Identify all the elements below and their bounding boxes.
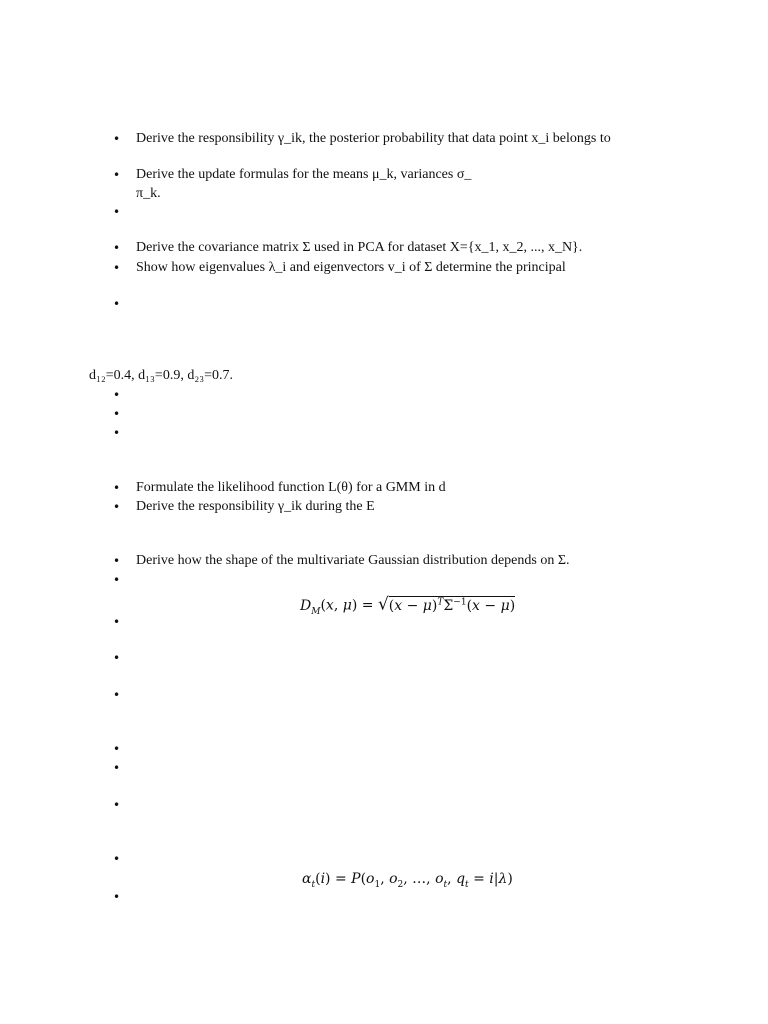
distance-values: d₁₂=0.4, d₁₃=0.9, d₂₃=0.7.: [89, 368, 233, 383]
list-item-text: Derive the responsibility γ_ik during the E: [136, 499, 375, 514]
bullet-marker: [113, 614, 120, 631]
bullet-marker: [113, 797, 120, 814]
list-item-text-continuation: π_k.: [136, 186, 161, 201]
bullet-marker: [113, 406, 120, 423]
list-item-text: Show how eigenvalues λ_i and eigenvectors v_i of Σ determine the principal: [136, 260, 566, 275]
bullet-marker: [113, 760, 120, 777]
list-item-text: Formulate the likelihood function L(θ) for a GMM in d: [136, 480, 446, 495]
bullet-marker: [113, 131, 120, 148]
bullet-marker: [113, 296, 120, 313]
mahalanobis-formula: $D_M(x$, $\mu) = √(x - \mu)^T\Sigma^{-1}(x - \mu)$: [300, 594, 516, 617]
bullet-marker: [113, 889, 120, 906]
bullet-marker: [113, 204, 120, 221]
list-item-text: Derive how the shape of the multivariate Gaussian distribution depends on Σ.: [136, 553, 570, 568]
list-item-text: Derive the update formulas for the means μ_k, variances σ_: [136, 167, 472, 182]
bullet-marker: [113, 572, 120, 589]
list-item-text: Derive the covariance matrix Σ used in PCA for dataset X={x_1, x_2, ..., x_N}.: [136, 240, 583, 255]
forward-variable-formula: $\alpha_t(i) = P(o_1$, $o_2$, …, $o_t$, $q_t = i|\lambda$): [302, 871, 513, 890]
bullet-marker: [113, 425, 120, 442]
bullet-marker: [113, 387, 120, 404]
bullet-marker: [113, 167, 120, 184]
bullet-marker: [113, 499, 120, 516]
bullet-marker: [113, 480, 120, 497]
list-item-text: Derive the responsibility γ_ik, the posterior probability that data point x_i belongs to: [136, 131, 611, 146]
bullet-marker: [113, 240, 120, 257]
bullet-marker: [113, 851, 120, 868]
bullet-marker: [113, 260, 120, 277]
bullet-marker: [113, 741, 120, 758]
bullet-marker: [113, 553, 120, 570]
bullet-marker: [113, 650, 120, 667]
bullet-marker: [113, 687, 120, 704]
